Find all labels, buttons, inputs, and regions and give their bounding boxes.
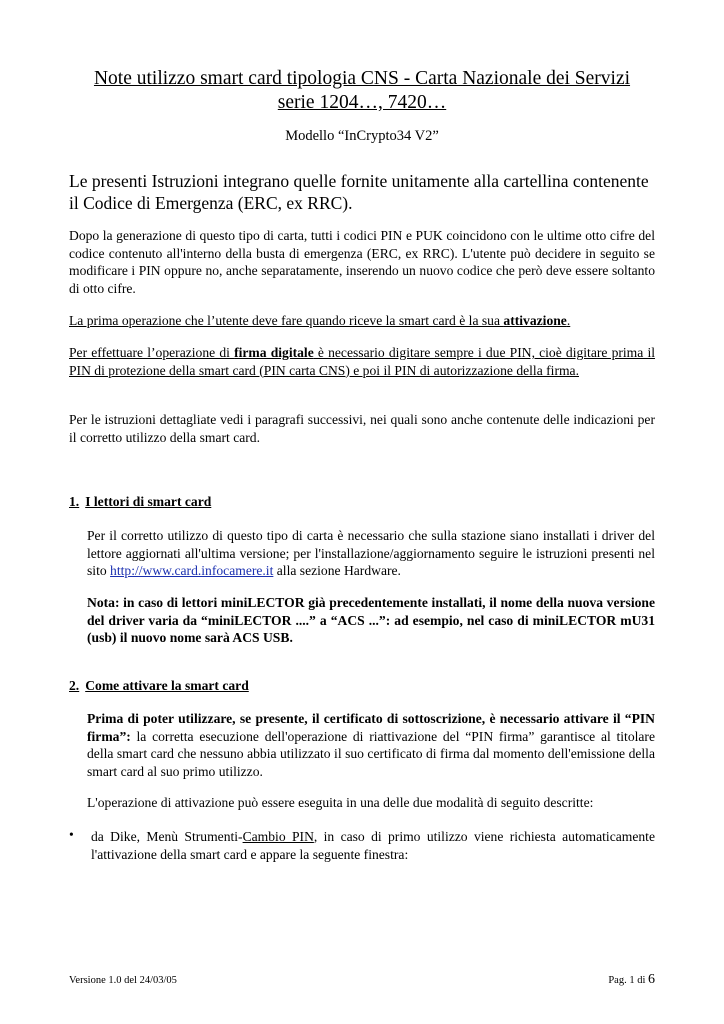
section-2-title: Come attivare la smart card xyxy=(85,678,249,693)
activation-text: La prima operazione che l’utente deve fare quando riceve la smart card è la sua xyxy=(69,313,504,328)
footer-version: Versione 1.0 del 24/03/05 xyxy=(69,975,177,986)
section-2-body xyxy=(87,710,655,780)
activation-bold: attivazione xyxy=(503,313,567,328)
paragraph-pin-puk: Dopo la generazione di questo tipo di carta, tutti i codici PIN e PUK coincidono con le ultime otto cifre del codice contenuto all'interno della busta di emergenza (ERC, ex RRC). L'utente può decidere in seguito se modificare i PIN oppure no, anche separatamente, inserendo un nuovo codice che però deve essere soltanto di otto cifre. xyxy=(69,228,655,296)
title-line-1: Note utilizzo smart card tipologia CNS - Carta Nazionale dei Servizi xyxy=(93,68,631,89)
document-title xyxy=(60,67,664,115)
activation-period: . xyxy=(566,313,571,328)
infocamere-link[interactable]: http://www.card.infocamere.it xyxy=(110,563,274,578)
bullet-dike xyxy=(91,828,655,863)
bullet-text-b: , in caso di primo utilizzo viene richiesta automaticamente l'attivazione della smart card e appare la seguente finestra: xyxy=(91,829,655,862)
paragraph-activation xyxy=(69,312,655,330)
section-2-bold: Prima di poter utilizzare, se presente, il certificato di sottoscrizione, è necessario attivare il “PIN firma”: xyxy=(87,711,655,744)
paragraph-digital-signature xyxy=(69,344,655,379)
section-1-note: Nota: in caso di lettori miniLECTOR già precedentemente installati, il nome della nuova versione del driver varia da “miniLECTOR ....” a “ACS ...”: ad esempio, nel caso di miniLECTOR mU31 (usb) il nuovo nome sarà ACS USB. xyxy=(87,595,655,645)
signature-text-a: Per effettuare l’operazione di xyxy=(69,345,235,360)
intro-lead: Le presenti Istruzioni integrano quelle fornite unitamente alla cartellina contenente il Codice di Emergenza (ERC, ex RRC). xyxy=(69,171,649,213)
section-2-rest: la corretta esecuzione dell'operazione di riattivazione del “PIN firma” garantisce al titolare della smart card che nessuno abbia utilizzato il suo certificato di firma dal momento dell'emissione della smart card al suo primo utilizzo. xyxy=(87,728,655,779)
signature-text-b: è necessario digitare sempre i due PIN, cioè digitare prima il PIN di protezione della smart card (PIN carta CNS) e poi il PIN di autorizzazione della firma. xyxy=(69,345,656,378)
section-1-number: 1. xyxy=(69,494,80,509)
footer-page-number xyxy=(608,972,655,988)
page-total: 6 xyxy=(648,972,655,987)
section-1-text-b: alla sezione Hardware. xyxy=(273,563,401,578)
cambio-pin-link[interactable]: Cambio PIN xyxy=(242,829,314,844)
section-2-modes: L'operazione di attivazione può essere eseguita in una delle due modalità di seguito descritte: xyxy=(87,795,594,810)
page-prefix: Pag. 1 di xyxy=(608,975,648,986)
title-line-2: serie 1204…, 7420… xyxy=(277,92,447,113)
model-subtitle: Modello “InCrypto34 V2” xyxy=(285,128,439,144)
bullet-text-a: da Dike, Menù Strumenti- xyxy=(91,829,243,844)
section-2-heading xyxy=(69,678,249,694)
signature-bold: firma digitale xyxy=(234,345,314,360)
section-1-text-a: Per il corretto utilizzo di questo tipo di carta è necessario che sulla stazione siano installati i driver del lettore aggiornati all'ultima versione; per l'installazione/aggiornamento seguire le istruzioni presenti nel sito xyxy=(87,528,655,578)
section-1-title: I lettori di smart card xyxy=(85,494,212,509)
paragraph-instructions: Per le istruzioni dettagliate vedi i paragrafi successivi, nei quali sono anche contenute delle indicazioni per il corretto utilizzo della smart card. xyxy=(69,412,655,445)
section-1-heading xyxy=(69,494,211,510)
bullet-icon: • xyxy=(69,827,74,842)
section-2-number: 2. xyxy=(69,678,80,693)
section-1-body xyxy=(87,527,655,580)
